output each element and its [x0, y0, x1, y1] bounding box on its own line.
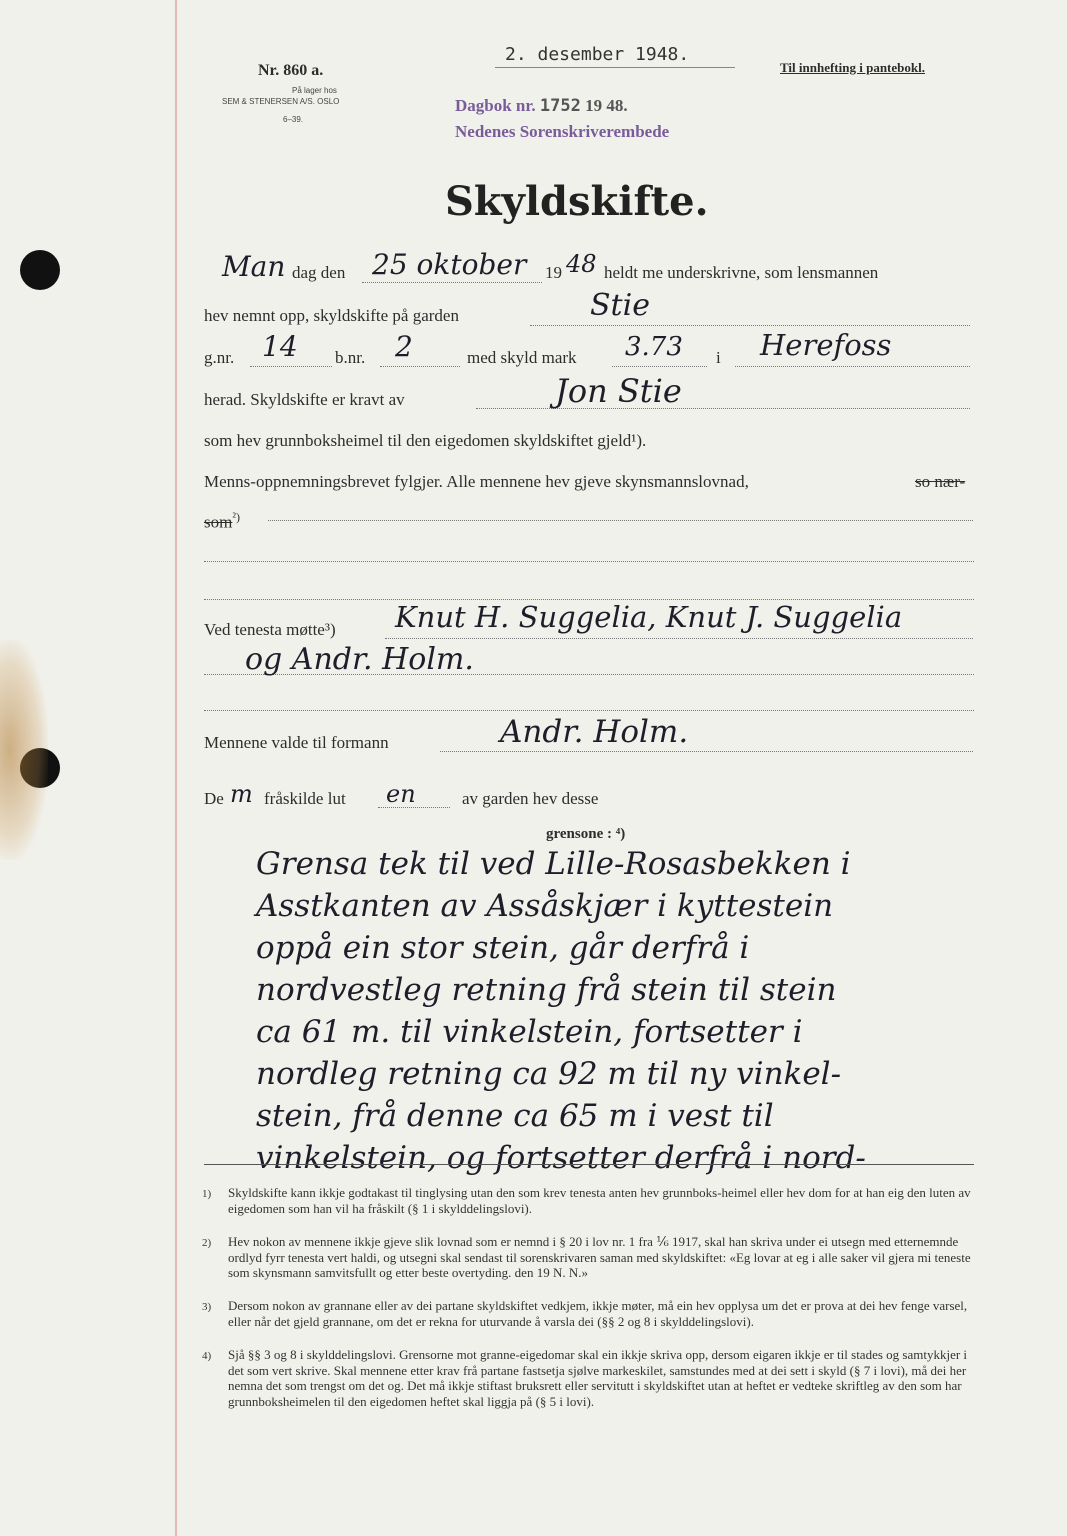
line5-text: som hev grunnboksheimel til den eigedomen skyldskiftet gjeld¹). — [204, 431, 647, 450]
grensone-line: Grensa tek til ved Lille-Rosasbekken i — [256, 846, 851, 882]
line8-text: Ved tenesta møtte³) — [204, 620, 336, 639]
attendees-dotline — [385, 638, 973, 639]
grensone-line: vinkelstein, og fortsetter derfrå i nord- — [256, 1140, 866, 1176]
stamp-dagbok-label: Dagbok nr. — [455, 96, 536, 115]
line1-rest: heldt me underskrivne, som lensmannen — [604, 263, 879, 282]
stamp-dagbok-year: 19 48. — [585, 96, 628, 115]
grensone-line: nordvestleg retning frå stein til stein — [256, 972, 837, 1008]
footnote-text: Dersom nokon av grannane eller av dei partane skyldskiftet vedkjem, ikkje møter, må ein hev opplysa um det er prova at dei hev fenge varsel, eller når det gjeld grannane, om det er rekna for uturvande å varsla dei (§§ 2 og 8 i skylddelingslovi). — [228, 1298, 968, 1329]
footnote-text: Sjå §§ 3 og 8 i skylddelingslovi. Grensorne mot granne-eigedomar skal ein ikkje skriva opp, dersom eigaren ikkje er til stades og samtykkjer i det som vert skrive. Skal mennene etter krav frå partane fastsetja sjølve markeskilet, samstundes med at dei sett i skyld (§ 7 i lovi), må dei her nemna det som trengst om det og. Det må ikkje stiftast bruksrett eller servitutt i skyldskiftet utan at heftet er vedteke skriftleg av den som har grunnboksheimelen til den eigedomen heftet skal liggja på (§ 5 i lovi). — [228, 1347, 968, 1409]
line7-dotline — [268, 520, 973, 521]
claimant-dotline — [476, 408, 970, 409]
line4-text: herad. Skyldskifte er kravt av — [204, 390, 405, 409]
stamp-dagbok — [455, 96, 628, 116]
claimant-handwriting: Jon Stie — [555, 372, 682, 410]
weekday-handwriting: Man — [222, 250, 286, 283]
publisher-line3: 6–39. — [283, 115, 304, 124]
gnr-dotline — [250, 366, 332, 367]
line7-struck: som — [204, 512, 233, 532]
line11-mid: fråskilde lut — [264, 789, 346, 808]
farm-dotline — [530, 325, 970, 326]
line6-struck: so nær- — [915, 472, 966, 491]
binding-note: Til innhefting i pantebokl. — [780, 60, 925, 75]
line6-text: Menns-oppnemningsbrevet fylgjer. Alle mennene hev gjeve skynsmannslovnad, — [204, 472, 749, 491]
date-handwriting: 25 oktober — [372, 248, 527, 281]
form-number: Nr. 860 a. — [258, 62, 324, 79]
line10-text: Mennene valde til formann — [204, 733, 389, 752]
attendees-handwriting: Knut H. Suggelia, Knut J. Suggelia — [395, 600, 903, 634]
stamp-office: Nedenes Sorenskriverembede — [455, 122, 670, 141]
grensone-label: grensone : ⁴) — [546, 826, 626, 842]
herad-handwriting: Herefoss — [760, 328, 892, 362]
herad-dotline — [735, 366, 970, 367]
bnr-handwriting: 2 — [395, 330, 413, 363]
de-label: De — [204, 789, 224, 808]
year-handwriting: 48 — [566, 250, 597, 278]
gnr-label: g.nr. — [204, 348, 235, 367]
line2-text: hev nemnt opp, skyldskifte på garden — [204, 306, 459, 325]
gnr-handwriting: 14 — [262, 330, 298, 363]
grensone-line: Asstkanten av Assåskjær i kyttestein — [256, 888, 834, 924]
footnote-separator — [204, 1164, 974, 1165]
footnote-number: 1) — [202, 1188, 212, 1200]
line11-rest: av garden hev desse — [462, 789, 599, 808]
date-dotline — [362, 282, 542, 283]
blank-dotline-3 — [204, 710, 974, 711]
attendees-handwriting-2: og Andr. Holm. — [245, 642, 474, 677]
date-underline — [495, 67, 735, 68]
footnote-number: 2) — [202, 1237, 212, 1249]
skyld-label: med skyld mark — [467, 348, 577, 367]
grensone-line: stein, frå denne ca 65 m i vest til — [256, 1098, 774, 1134]
paper-stain — [0, 640, 48, 860]
farm-handwriting: Stie — [590, 288, 650, 323]
grensone-line: ca 61 m. til vinkelstein, fortsetter i — [256, 1014, 803, 1050]
dag-den-label: dag den — [292, 263, 346, 282]
footnote-text: Hev nokon av mennene ikkje gjeve slik lovnad som er nemnd i § 20 i lov nr. 1 fra ⅙ 1917, skal han skriva under ei utsegn med etternemnde ordlyd fyrr tenesta vert haldi, og utsegni skal sendast til sorenskrivaren saman med skyldskiftet: «Eg lovar at eg i alle saker vil gjera mi teneste som skynsmann samvitsfullt og etter beste overtyding. den 19 N. N.» — [228, 1234, 971, 1280]
skyld-dotline — [612, 366, 707, 367]
lut-handwriting: en — [386, 780, 416, 808]
line7-footnote-ref: ²) — [232, 510, 240, 524]
page-title: Skyldskifte. — [445, 178, 709, 225]
footnote-number: 4) — [202, 1350, 212, 1362]
line7 — [204, 510, 240, 533]
i-label: i — [716, 348, 721, 367]
skyld-handwriting: 3.73 — [625, 332, 683, 362]
chairman-handwriting: Andr. Holm. — [500, 714, 689, 750]
blank-dotline-1 — [204, 561, 974, 562]
margin-line — [175, 0, 177, 1536]
footnote-number: 3) — [202, 1301, 212, 1313]
year-prefix: 19 — [545, 263, 562, 282]
punch-hole-top — [20, 250, 60, 290]
grensone-line: oppå ein stor stein, går derfrå i — [256, 930, 750, 966]
bnr-label: b.nr. — [335, 348, 366, 367]
grensone-line: nordleg retning ca 92 m til ny vinkel- — [256, 1056, 842, 1092]
document-date: 2. desember 1948. — [505, 44, 690, 65]
bnr-dotline — [380, 366, 460, 367]
publisher-line1: På lager hos — [292, 86, 337, 95]
footnote-text: Skyldskifte kann ikkje godtakast til tinglysing utan den som krev tenesta anten hev grunnboks-heimel eller hev dom for at han eig den luten av eigedomen som han vil ha fråskilt (§ 1 i skylddelingslovi). — [228, 1185, 971, 1216]
chairman-dotline — [440, 751, 973, 752]
publisher-line2: SEM & STENERSEN A/S. OSLO — [222, 97, 340, 106]
de-handwriting: m — [230, 780, 253, 808]
stamp-dagbok-number: 1752 — [539, 96, 581, 116]
